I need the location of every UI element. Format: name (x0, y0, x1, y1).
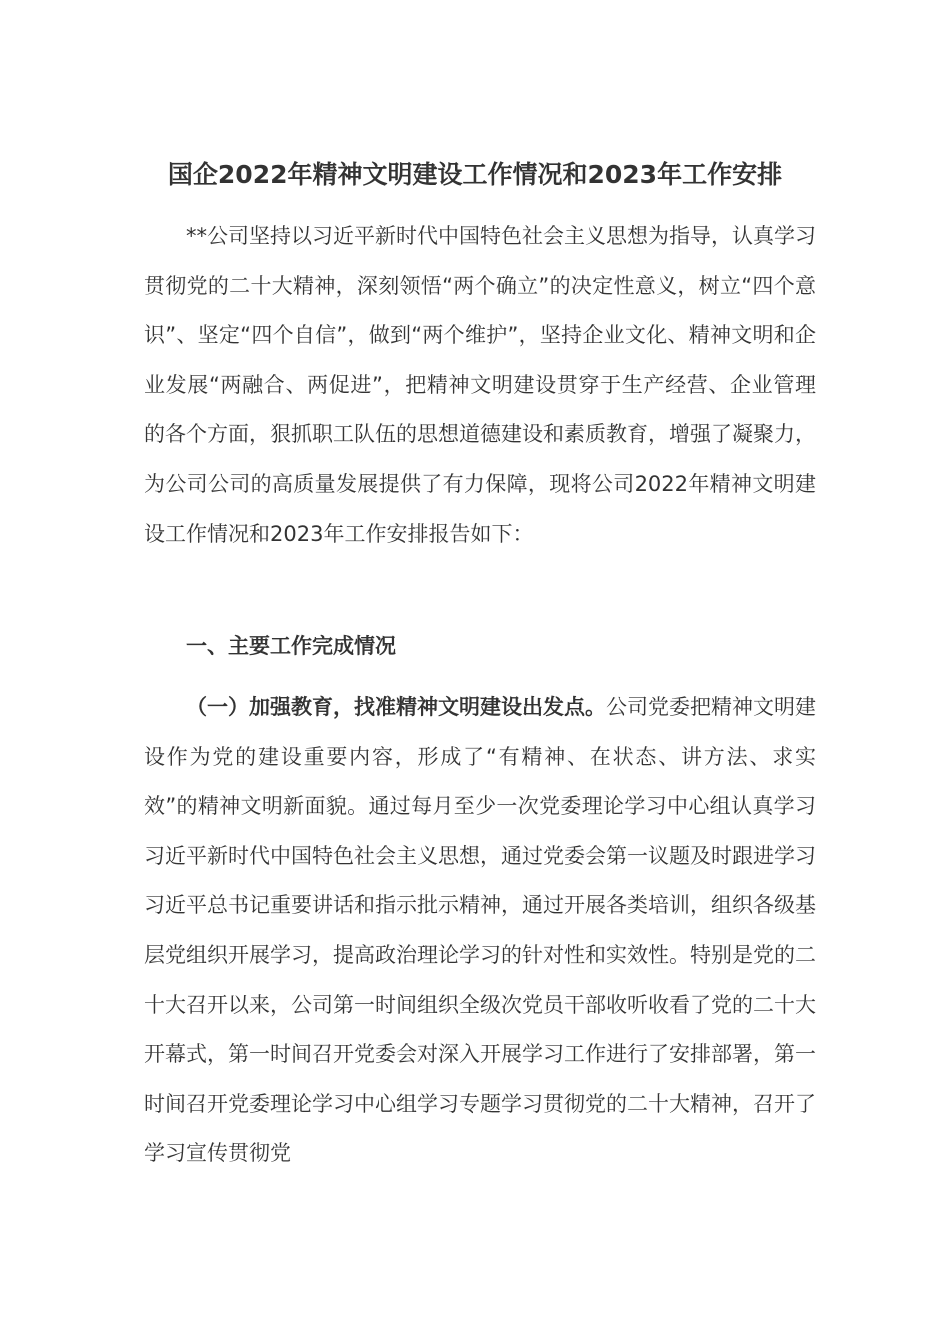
subsection-paragraph (144, 683, 816, 1179)
intro-paragraph: **公司坚持以习近平新时代中国特色社会主义思想为指导，认真学习贯彻党的二十大精神，深刻领悟“两个确立”的决定性意义，树立“四个意识”、坚定“四个自信”，做到“两个维护”，坚持企业文化、精神文明和企业发展“两融合、两促进”，把精神文明建设贯穿于生产经营、企业管理的各个方面，狠抓职工队伍的思想道德建设和素质教育，增强了凝聚力，为公司公司的高质量发展提供了有力保障，现将公司2022年精神文明建设工作情况和2023年工作安排报告如下： (144, 224, 816, 546)
section-heading: 一、主要工作完成情况 (186, 634, 396, 658)
subsection-body: 公司党委把精神文明建设作为党的建设重要内容，形成了“有精神、在状态、讲方法、求实效”的精神文明新面貌。通过每月至少一次党委理论学习中心组认真学习习近平新时代中国特色社会主义思想，通过党委会第一议题及时跟进学习习近平总书记重要讲话和指示批示精神，通过开展各类培训，组织各级基层党组织开展学习，提高政治理论学习的针对性和实效性。特别是党的二十大召开以来，公司第一时间组织全级次党员干部收听收看了党的二十大开幕式，第一时间召开党委会对深入开展学习工作进行了安排部署，第一时间召开党委理论学习中心组学习专题学习贯彻党的二十大精神，召开了学习宣传贯彻党 (144, 695, 816, 1166)
document-title: 国企2022年精神文明建设工作情况和2023年工作安排 (167, 160, 783, 189)
subsection-lead: （一）加强教育，找准精神文明建设出发点。 (186, 695, 606, 719)
